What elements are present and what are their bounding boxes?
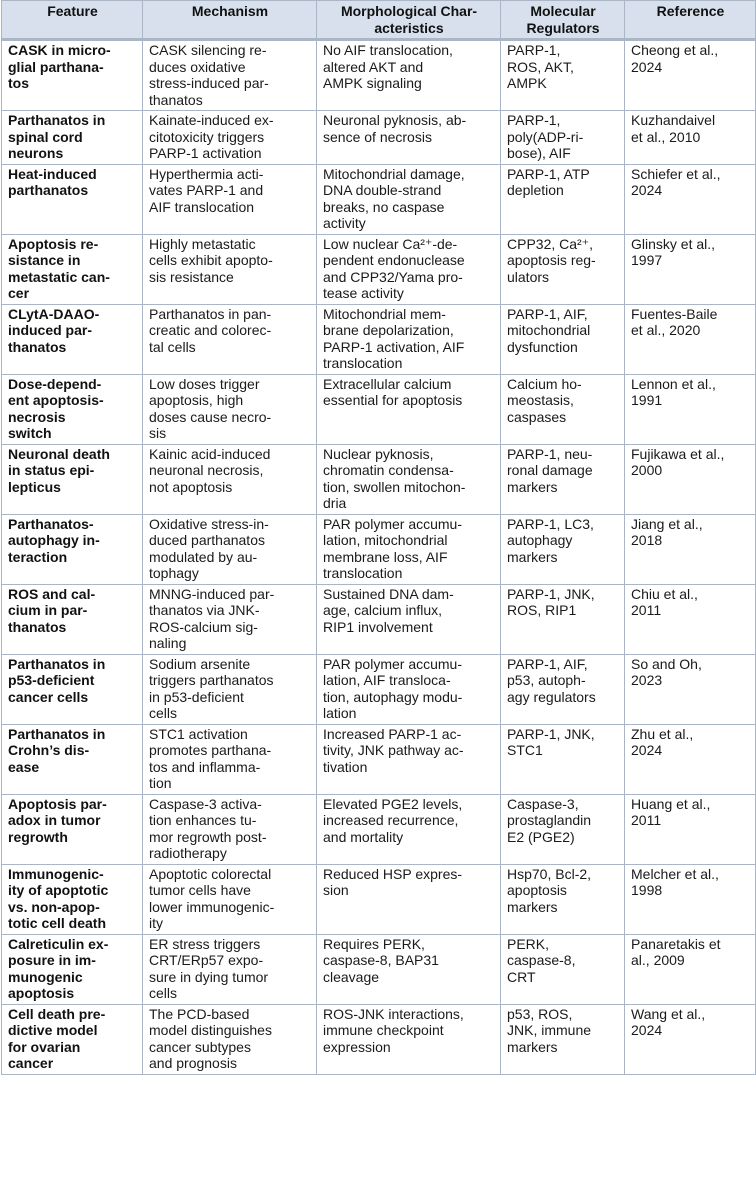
feature-cell: Neuronal death in status epi- lepticus <box>2 444 143 514</box>
morphology-cell: Requires PERK, caspase-8, BAP31 cleavage <box>317 934 501 1004</box>
reference-cell: Schiefer et al., 2024 <box>625 164 756 234</box>
header-morphological-characteristics: Morphological Char- acteristics <box>317 1 501 40</box>
mechanism-cell: MNNG-induced par- thanatos via JNK- ROS-calcium sig- naling <box>143 584 317 654</box>
reference-cell: Huang et al., 2011 <box>625 794 756 864</box>
regulators-cell: PERK, caspase-8, CRT <box>501 934 625 1004</box>
morphology-cell: PAR polymer accumu- lation, AIF transloca- tion, autophagy modu- lation <box>317 654 501 724</box>
table-row <box>2 374 756 444</box>
morphology-cell: Sustained DNA dam- age, calcium influx, RIP1 involvement <box>317 584 501 654</box>
mechanism-cell: Oxidative stress-in- duced parthanatos modulated by au- tophagy <box>143 514 317 584</box>
mechanism-cell: Parthanatos in pan- creatic and colorec- tal cells <box>143 304 317 374</box>
mechanism-cell: ER stress triggers CRT/ERp57 expo- sure in dying tumor cells <box>143 934 317 1004</box>
header-mechanism: Mechanism <box>143 1 317 40</box>
regulators-cell: Caspase-3, prostaglandin E2 (PGE2) <box>501 794 625 864</box>
reference-cell: So and Oh, 2023 <box>625 654 756 724</box>
table-row <box>2 584 756 654</box>
morphology-cell: PAR polymer accumu- lation, mitochondrial membrane loss, AIF translocation <box>317 514 501 584</box>
mechanism-cell: Kainate-induced ex- citotoxicity triggers PARP-1 activation <box>143 111 317 165</box>
regulators-cell: p53, ROS, JNK, immune markers <box>501 1004 625 1074</box>
regulators-cell: PARP-1, ATP depletion <box>501 164 625 234</box>
regulators-cell: PARP-1, AIF, p53, autoph- agy regulators <box>501 654 625 724</box>
morphology-cell: Reduced HSP expres- sion <box>317 864 501 934</box>
feature-cell: CLytA-DAAO- induced par- thanatos <box>2 304 143 374</box>
reference-cell: Cheong et al., 2024 <box>625 40 756 111</box>
morphology-cell: Mitochondrial damage, DNA double-strand breaks, no caspase activity <box>317 164 501 234</box>
feature-cell: Parthanatos in p53-deficient cancer cells <box>2 654 143 724</box>
feature-cell: Parthanatos- autophagy in- teraction <box>2 514 143 584</box>
morphology-cell: No AIF translocation, altered AKT and AMPK signaling <box>317 40 501 111</box>
mechanism-cell: Caspase-3 activa- tion enhances tu- mor regrowth post- radiotherapy <box>143 794 317 864</box>
header-molecular-regulators: Molecular Regulators <box>501 1 625 40</box>
table-row <box>2 40 756 111</box>
reference-cell: Chiu et al., 2011 <box>625 584 756 654</box>
morphology-cell: Elevated PGE2 levels, increased recurrence, and mortality <box>317 794 501 864</box>
feature-cell: CASK in micro- glial parthana- tos <box>2 40 143 111</box>
mechanism-cell: Kainic acid-induced neuronal necrosis, not apoptosis <box>143 444 317 514</box>
table-row <box>2 654 756 724</box>
mechanism-cell: Apoptotic colorectal tumor cells have lower immunogenic- ity <box>143 864 317 934</box>
header-feature: Feature <box>2 1 143 40</box>
summary-table <box>1 0 756 1075</box>
mechanism-cell: Sodium arsenite triggers parthanatos in p53-deficient cells <box>143 654 317 724</box>
reference-cell: Kuzhandaivel et al., 2010 <box>625 111 756 165</box>
feature-cell: Parthanatos in Crohn’s dis- ease <box>2 724 143 794</box>
morphology-cell: Increased PARP-1 ac- tivity, JNK pathway ac- tivation <box>317 724 501 794</box>
feature-cell: Immunogenic- ity of apoptotic vs. non-apop- totic cell death <box>2 864 143 934</box>
feature-cell: ROS and cal- cium in par- thanatos <box>2 584 143 654</box>
feature-cell: Apoptosis par- adox in tumor regrowth <box>2 794 143 864</box>
morphology-cell: Low nuclear Ca²⁺-de- pendent endonuclease and CPP32/Yama pro- tease activity <box>317 234 501 304</box>
morphology-cell: ROS-JNK interactions, immune checkpoint expression <box>317 1004 501 1074</box>
regulators-cell: PARP-1, poly(ADP-ri- bose), AIF <box>501 111 625 165</box>
reference-cell: Jiang et al., 2018 <box>625 514 756 584</box>
table-header <box>2 1 756 40</box>
regulators-cell: PARP-1, JNK, STC1 <box>501 724 625 794</box>
feature-cell: Dose-depend- ent apoptosis- necrosis switch <box>2 374 143 444</box>
mechanism-cell: CASK silencing re- duces oxidative stress-induced par- thanatos <box>143 40 317 111</box>
reference-cell: Melcher et al., 1998 <box>625 864 756 934</box>
feature-cell: Cell death pre- dictive model for ovarian cancer <box>2 1004 143 1074</box>
table-row <box>2 934 756 1004</box>
regulators-cell: Calcium ho- meostasis, caspases <box>501 374 625 444</box>
table-row <box>2 444 756 514</box>
table-row <box>2 304 756 374</box>
reference-cell: Lennon et al., 1991 <box>625 374 756 444</box>
table-row <box>2 724 756 794</box>
feature-cell: Calreticulin ex- posure in im- munogenic apoptosis <box>2 934 143 1004</box>
mechanism-cell: Low doses trigger apoptosis, high doses cause necro- sis <box>143 374 317 444</box>
reference-cell: Fuentes-Baile et al., 2020 <box>625 304 756 374</box>
table-row <box>2 514 756 584</box>
mechanism-cell: Highly metastatic cells exhibit apopto- sis resistance <box>143 234 317 304</box>
mechanism-cell: Hyperthermia acti- vates PARP-1 and AIF translocation <box>143 164 317 234</box>
mechanism-cell: STC1 activation promotes parthana- tos and inflamma- tion <box>143 724 317 794</box>
regulators-cell: PARP-1, ROS, AKT, AMPK <box>501 40 625 111</box>
regulators-cell: PARP-1, JNK, ROS, RIP1 <box>501 584 625 654</box>
reference-cell: Zhu et al., 2024 <box>625 724 756 794</box>
reference-cell: Glinsky et al., 1997 <box>625 234 756 304</box>
reference-cell: Wang et al., 2024 <box>625 1004 756 1074</box>
table-row <box>2 864 756 934</box>
morphology-cell: Nuclear pyknosis, chromatin condensa- tion, swollen mitochon- dria <box>317 444 501 514</box>
feature-cell: Apoptosis re- sistance in metastatic can- cer <box>2 234 143 304</box>
reference-cell: Panaretakis et al., 2009 <box>625 934 756 1004</box>
feature-cell: Parthanatos in spinal cord neurons <box>2 111 143 165</box>
table-row <box>2 111 756 165</box>
morphology-cell: Neuronal pyknosis, ab- sence of necrosis <box>317 111 501 165</box>
regulators-cell: PARP-1, AIF, mitochondrial dysfunction <box>501 304 625 374</box>
table-row <box>2 234 756 304</box>
morphology-cell: Extracellular calcium essential for apoptosis <box>317 374 501 444</box>
regulators-cell: PARP-1, LC3, autophagy markers <box>501 514 625 584</box>
header-reference: Reference <box>625 1 756 40</box>
table-row <box>2 164 756 234</box>
regulators-cell: PARP-1, neu- ronal damage markers <box>501 444 625 514</box>
reference-cell: Fujikawa et al., 2000 <box>625 444 756 514</box>
header-row <box>2 1 756 40</box>
feature-cell: Heat-induced parthanatos <box>2 164 143 234</box>
table-body <box>2 40 756 1075</box>
morphology-cell: Mitochondrial mem- brane depolarization, PARP-1 activation, AIF translocation <box>317 304 501 374</box>
regulators-cell: Hsp70, Bcl-2, apoptosis markers <box>501 864 625 934</box>
mechanism-cell: The PCD-based model distinguishes cancer subtypes and prognosis <box>143 1004 317 1074</box>
table-row <box>2 1004 756 1074</box>
table-row <box>2 794 756 864</box>
regulators-cell: CPP32, Ca²⁺, apoptosis reg- ulators <box>501 234 625 304</box>
